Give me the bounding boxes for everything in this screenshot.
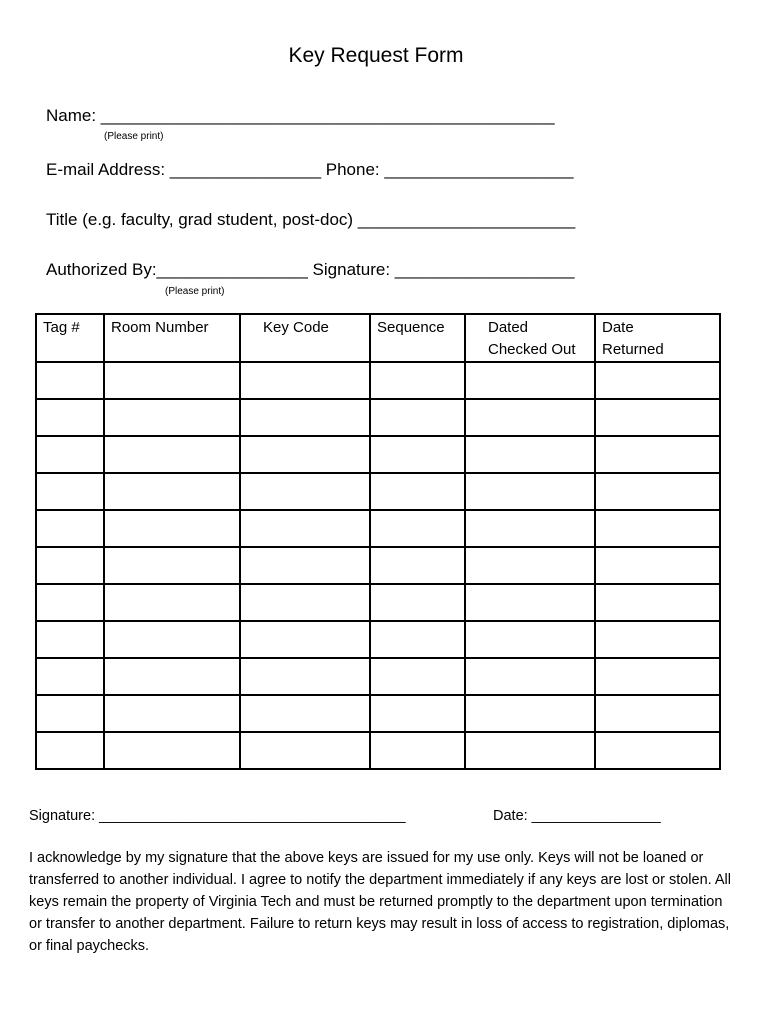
table-cell[interactable]: [370, 362, 465, 399]
table-cell[interactable]: [595, 436, 720, 473]
table-cell[interactable]: [465, 658, 595, 695]
table-cell[interactable]: [240, 436, 370, 473]
col-header-tag: Tag #: [36, 314, 104, 362]
table-cell[interactable]: [36, 473, 104, 510]
table-cell[interactable]: [240, 658, 370, 695]
table-cell[interactable]: [370, 621, 465, 658]
table-row: [36, 658, 720, 695]
table-cell[interactable]: [465, 695, 595, 732]
table-cell[interactable]: [595, 732, 720, 769]
authorized-signature-field[interactable]: Authorized By:________________ Signature: ___________________: [46, 260, 575, 279]
table-cell[interactable]: [104, 510, 240, 547]
table-cell[interactable]: [104, 658, 240, 695]
table-cell[interactable]: [104, 436, 240, 473]
table-cell[interactable]: [465, 362, 595, 399]
table-cell[interactable]: [104, 695, 240, 732]
table-row: [36, 399, 720, 436]
table-cell[interactable]: [465, 473, 595, 510]
col-header-room-number: Room Number: [104, 314, 240, 362]
table-cell[interactable]: [595, 362, 720, 399]
table-row: [36, 547, 720, 584]
table-cell[interactable]: [104, 621, 240, 658]
table-cell[interactable]: [595, 621, 720, 658]
table-cell[interactable]: [104, 732, 240, 769]
col-header-sequence: Sequence: [370, 314, 465, 362]
col-header-dated-checked-out: Dated Checked Out: [465, 314, 595, 362]
table-row: [36, 621, 720, 658]
table-cell[interactable]: [36, 584, 104, 621]
table-cell[interactable]: [370, 547, 465, 584]
table-row: [36, 436, 720, 473]
table-cell[interactable]: [104, 547, 240, 584]
table-cell[interactable]: [36, 658, 104, 695]
table-cell[interactable]: [104, 399, 240, 436]
table-cell[interactable]: [370, 584, 465, 621]
table-cell[interactable]: [240, 547, 370, 584]
table-cell[interactable]: [36, 399, 104, 436]
table-cell[interactable]: [370, 695, 465, 732]
table-cell[interactable]: [240, 510, 370, 547]
table-cell[interactable]: [240, 584, 370, 621]
table-cell[interactable]: [240, 362, 370, 399]
col-header-date-returned: Date Returned: [595, 314, 720, 362]
table-cell[interactable]: [104, 362, 240, 399]
col-header-key-code: Key Code: [240, 314, 370, 362]
table-cell[interactable]: [36, 547, 104, 584]
table-header-row: [36, 314, 720, 362]
table-body: [36, 362, 720, 769]
table-row: [36, 473, 720, 510]
table-cell[interactable]: [465, 732, 595, 769]
table-cell[interactable]: [465, 510, 595, 547]
table-cell[interactable]: [465, 584, 595, 621]
table-cell[interactable]: [240, 732, 370, 769]
table-cell[interactable]: [370, 732, 465, 769]
table-row: [36, 732, 720, 769]
table-cell[interactable]: [595, 510, 720, 547]
table-cell[interactable]: [240, 621, 370, 658]
table-cell[interactable]: [465, 399, 595, 436]
table-cell[interactable]: [36, 621, 104, 658]
name-please-print-note: (Please print): [104, 131, 164, 142]
name-field[interactable]: Name: ________________________________________________: [46, 106, 555, 125]
table-cell[interactable]: [240, 399, 370, 436]
authorized-please-print-note: (Please print): [165, 286, 225, 297]
table-cell[interactable]: [465, 621, 595, 658]
table-row: [36, 695, 720, 732]
footer-signature-field[interactable]: Signature: ______________________________________: [29, 808, 406, 824]
acknowledgement-text: I acknowledge by my signature that the above keys are issued for my use only. Keys will not be loaned or transferred to another individual. I agree to notify the department immediately if any keys are lost or stolen. All keys remain the property of Virginia Tech and must be returned promptly to the department upon termination or transfer to another department. Failure to return keys may result in loss of access to registration, diplomas, or final paychecks.: [29, 850, 732, 954]
table-cell[interactable]: [465, 436, 595, 473]
table-cell[interactable]: [370, 399, 465, 436]
table-cell[interactable]: [595, 473, 720, 510]
table-cell[interactable]: [465, 547, 595, 584]
table-cell[interactable]: [240, 473, 370, 510]
form-title: Key Request Form: [288, 44, 464, 67]
table-cell[interactable]: [595, 547, 720, 584]
table-cell[interactable]: [36, 695, 104, 732]
table-cell[interactable]: [370, 473, 465, 510]
table-cell[interactable]: [36, 436, 104, 473]
table-cell[interactable]: [595, 399, 720, 436]
email-phone-field[interactable]: E-mail Address: ________________ Phone: ____________________: [46, 160, 574, 179]
title-field[interactable]: Title (e.g. faculty, grad student, post-doc) _______________________: [46, 210, 576, 229]
keys-table: [35, 313, 721, 770]
table-cell[interactable]: [595, 695, 720, 732]
table-cell[interactable]: [104, 584, 240, 621]
table-cell[interactable]: [36, 732, 104, 769]
table-row: [36, 362, 720, 399]
footer-date-field[interactable]: Date: ________________: [493, 808, 661, 824]
table-row: [36, 510, 720, 547]
table-cell[interactable]: [595, 658, 720, 695]
table-cell[interactable]: [36, 362, 104, 399]
table-cell[interactable]: [595, 584, 720, 621]
table-cell[interactable]: [104, 473, 240, 510]
table-cell[interactable]: [36, 510, 104, 547]
table-cell[interactable]: [370, 658, 465, 695]
table-cell[interactable]: [370, 436, 465, 473]
table-cell[interactable]: [240, 695, 370, 732]
table-cell[interactable]: [370, 510, 465, 547]
table-row: [36, 584, 720, 621]
